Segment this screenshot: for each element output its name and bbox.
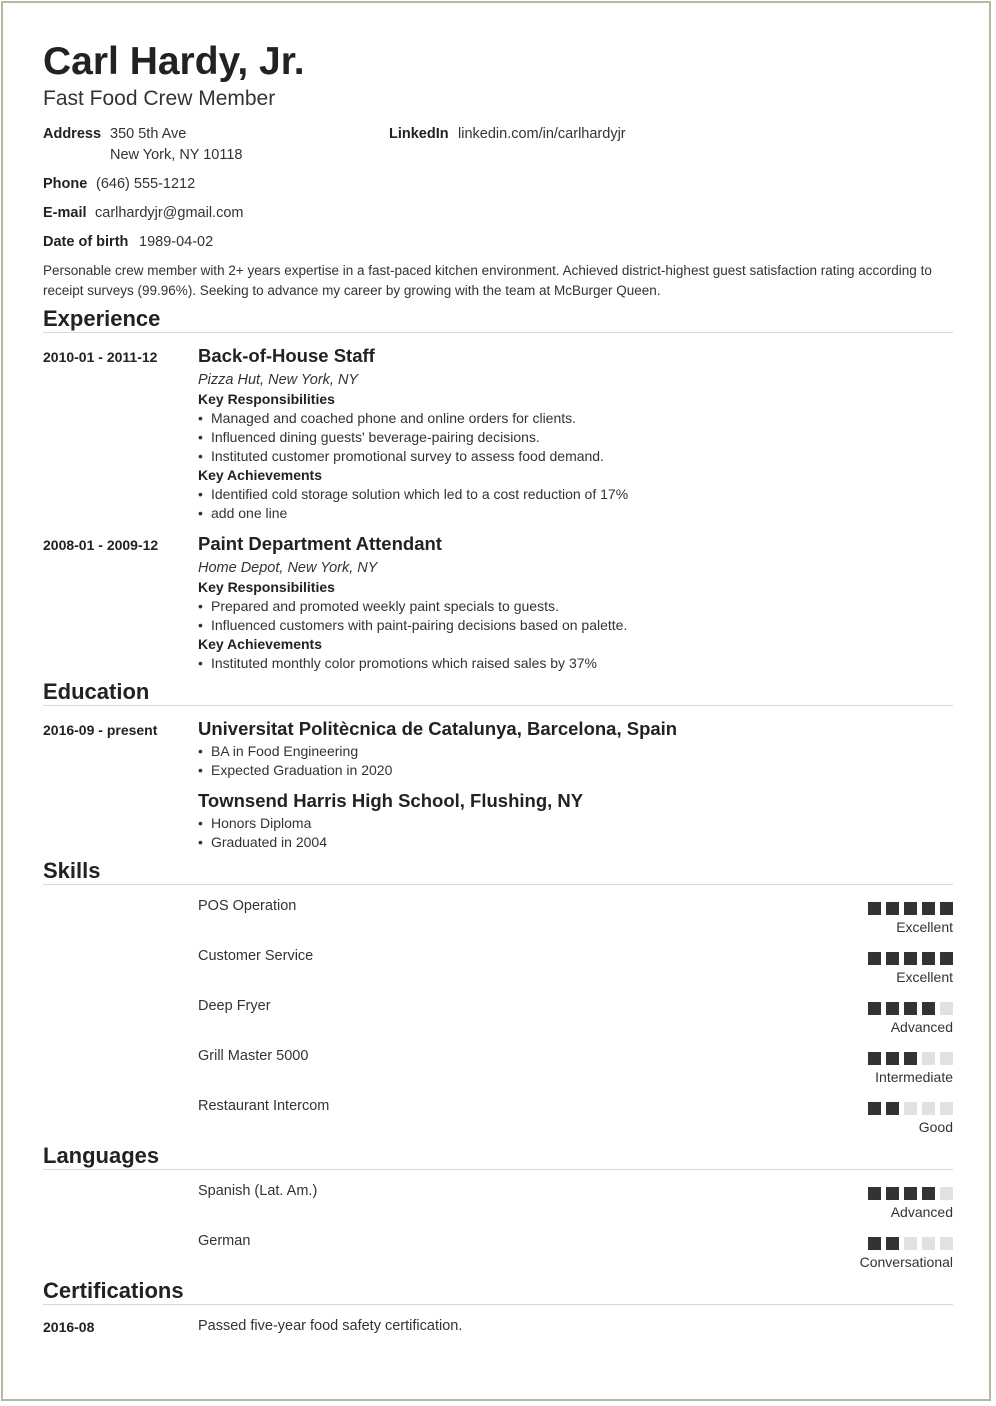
list-item: • Managed and coached phone and online orders for clients. — [198, 410, 576, 426]
rating-square-filled — [904, 1052, 917, 1065]
responsibilities-label: Key Responsibilities — [198, 579, 335, 595]
school-name: Universitat Politècnica de Catalunya, Barcelona, Spain — [198, 718, 678, 739]
experience-heading: Experience — [43, 306, 161, 331]
linkedin-label: LinkedIn — [389, 126, 449, 142]
job-dates: 2010-01 - 2011-12 — [43, 349, 158, 365]
languages-heading: Languages — [43, 1143, 160, 1168]
phone-label: Phone — [43, 176, 88, 192]
address-line1: 350 5th Ave — [110, 126, 187, 142]
list-item: • Influenced dining guests' beverage-pairing decisions. — [198, 429, 540, 445]
rating-square-empty — [940, 1102, 953, 1115]
skill-level: Excellent — [896, 969, 953, 985]
achievements-label: Key Achievements — [198, 636, 322, 652]
rating-square-filled — [940, 952, 953, 965]
education-dates: 2016-09 - present — [43, 722, 158, 738]
list-item: • Instituted monthly color promotions which raised sales by 37% — [198, 655, 597, 671]
rating-square-filled — [886, 1102, 899, 1115]
rating-square-filled — [868, 902, 881, 915]
rating-square-filled — [904, 952, 917, 965]
candidate-name: Carl Hardy, Jr. — [43, 40, 305, 83]
rating-square-empty — [922, 1052, 935, 1065]
job-company: Home Depot, New York, NY — [198, 560, 378, 576]
skill-name: Customer Service — [198, 948, 314, 964]
list-item: • Honors Diploma — [198, 815, 311, 831]
email-link[interactable]: carlhardyjr@gmail.com — [95, 205, 244, 221]
list-item: • Graduated in 2004 — [198, 834, 327, 850]
skill-rating — [868, 902, 953, 915]
certification-text: Passed five-year food safety certification. — [198, 1318, 463, 1334]
summary: Personable crew member with 2+ years expertise in a fast-paced kitchen environment. Achieved district-highest guest satisfaction rating according to receipt surveys (99.96%). Seeking to advance my career by growing with the team at McBurger Queen. — [43, 263, 932, 298]
dob-label: Date of birth — [43, 234, 129, 250]
rating-square-filled — [868, 1102, 881, 1115]
rating-square-filled — [904, 1187, 917, 1200]
skill-name: Grill Master 5000 — [198, 1048, 309, 1064]
rating-square-filled — [868, 1002, 881, 1015]
language-level: Advanced — [890, 1204, 953, 1220]
address-label: Address — [43, 126, 102, 142]
candidate-title: Fast Food Crew Member — [43, 87, 276, 110]
rating-square-empty — [940, 1052, 953, 1065]
rating-square-empty — [940, 1002, 953, 1015]
job-dates: 2008-01 - 2009-12 — [43, 537, 159, 553]
skill-name: Deep Fryer — [198, 998, 271, 1014]
rating-square-filled — [922, 902, 935, 915]
list-item: • add one line — [198, 505, 287, 521]
rating-square-filled — [886, 1052, 899, 1065]
rating-square-filled — [922, 1187, 935, 1200]
skill-level: Intermediate — [875, 1069, 953, 1085]
language-rating — [868, 1187, 953, 1200]
job-company: Pizza Hut, New York, NY — [198, 372, 359, 388]
languages-divider — [43, 1169, 953, 1170]
rating-square-filled — [868, 1052, 881, 1065]
dob-value: 1989-04-02 — [139, 234, 214, 250]
language-rating — [868, 1237, 953, 1250]
rating-square-empty — [904, 1102, 917, 1115]
skill-level: Excellent — [896, 919, 953, 935]
phone-value: (646) 555-1212 — [96, 176, 196, 192]
job-title: Paint Department Attendant — [198, 533, 442, 554]
education-divider — [43, 705, 953, 706]
linkedin-link[interactable]: linkedin.com/in/carlhardyjr — [458, 126, 626, 142]
responsibilities-label: Key Responsibilities — [198, 391, 335, 407]
certifications-heading: Certifications — [43, 1278, 184, 1303]
skill-rating — [868, 1102, 953, 1115]
skill-level: Advanced — [890, 1019, 953, 1035]
email-label: E-mail — [43, 205, 87, 221]
skill-name: POS Operation — [198, 898, 297, 914]
skills-divider — [43, 884, 953, 885]
rating-square-filled — [904, 1002, 917, 1015]
job-title: Back-of-House Staff — [198, 345, 375, 366]
rating-square-empty — [922, 1237, 935, 1250]
list-item: • Instituted customer promotional survey to assess food demand. — [198, 448, 604, 464]
list-item: • Identified cold storage solution which led to a cost reduction of 17% — [198, 486, 628, 502]
certification-date: 2016-08 — [43, 1319, 95, 1335]
rating-square-filled — [940, 902, 953, 915]
list-item: • Prepared and promoted weekly paint specials to guests. — [198, 598, 559, 614]
skills-heading: Skills — [43, 858, 101, 883]
address-line2: New York, NY 10118 — [110, 147, 243, 163]
experience-divider — [43, 332, 953, 333]
skill-name: Restaurant Intercom — [198, 1098, 330, 1114]
rating-square-filled — [886, 902, 899, 915]
rating-square-filled — [868, 1187, 881, 1200]
language-level: Conversational — [859, 1254, 953, 1270]
achievements-label: Key Achievements — [198, 467, 322, 483]
education-heading: Education — [43, 679, 150, 704]
rating-square-filled — [886, 952, 899, 965]
rating-square-filled — [922, 1002, 935, 1015]
skill-rating — [868, 1002, 953, 1015]
rating-square-filled — [886, 1002, 899, 1015]
rating-square-filled — [868, 952, 881, 965]
rating-square-filled — [868, 1237, 881, 1250]
skill-level: Good — [918, 1119, 953, 1135]
rating-square-empty — [922, 1102, 935, 1115]
rating-square-empty — [940, 1237, 953, 1250]
language-name: German — [198, 1233, 251, 1249]
list-item: • Influenced customers with paint-pairing decisions based on palette. — [198, 617, 627, 633]
rating-square-filled — [886, 1187, 899, 1200]
rating-square-filled — [922, 952, 935, 965]
school-name: Townsend Harris High School, Flushing, NY — [198, 790, 584, 811]
skill-rating — [868, 1052, 953, 1065]
rating-square-filled — [904, 902, 917, 915]
rating-square-empty — [904, 1237, 917, 1250]
list-item: • Expected Graduation in 2020 — [198, 762, 392, 778]
rating-square-empty — [940, 1187, 953, 1200]
list-item: • BA in Food Engineering — [198, 743, 358, 759]
skill-rating — [868, 952, 953, 965]
language-name: Spanish (Lat. Am.) — [198, 1183, 318, 1199]
rating-square-filled — [886, 1237, 899, 1250]
certifications-divider — [43, 1304, 953, 1305]
